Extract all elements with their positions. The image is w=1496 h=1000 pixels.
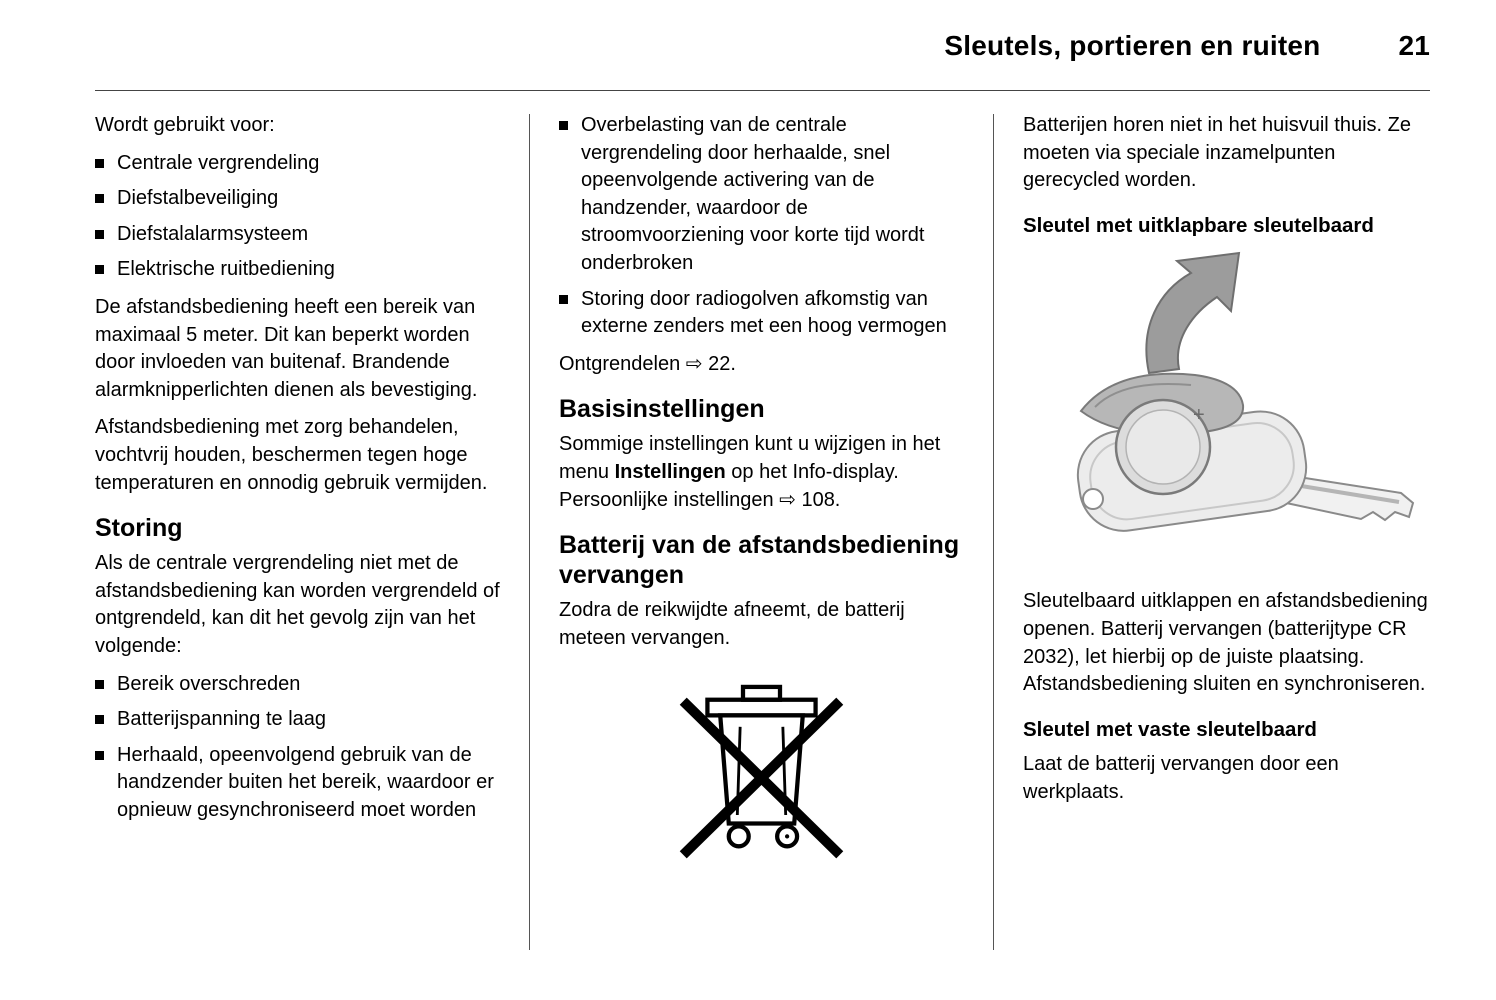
paragraph-fixed-key: Laat de batterij vervangen door een werkplaats. (1023, 753, 1339, 804)
list-item-text: Overbelasting van de centrale vergrendeling door herhaalde, snel opeenvolgende activering van de handzender, waardoor de stroomvoorziening voor korte tijd wordt onderbroken (581, 114, 925, 274)
list-item (95, 256, 500, 284)
column-middle (559, 112, 964, 950)
subheading-uitklapbare-sleutelbaard: Sleutel met uitklapbare sleutelbaard (1023, 213, 1374, 237)
bullet-square-icon (95, 715, 104, 724)
usage-list (95, 150, 500, 284)
fault-causes-list-continued (559, 112, 964, 341)
bullet-square-icon (95, 159, 104, 168)
weee-figure (559, 678, 964, 878)
column-divider (529, 114, 530, 950)
list-item-text: Centrale vergrendeling (117, 151, 320, 174)
list-item-text: Elektrische ruitbediening (117, 258, 335, 281)
text-segment: Sommige instellingen kunt u wijzigen in het menu (559, 433, 941, 483)
flip-key-illustration (1023, 249, 1423, 569)
bullet-square-icon (559, 121, 568, 130)
paragraph-basisinstellingen (559, 431, 964, 514)
cross-reference-ontgrendelen: Ontgrendelen ⇨ 22. (559, 352, 736, 375)
column-divider (993, 114, 994, 950)
list-item (95, 150, 500, 178)
subheading-vaste-sleutelbaard: Sleutel met vaste sleutelbaard (1023, 717, 1317, 741)
bullet-square-icon (95, 230, 104, 239)
paragraph-batterij: Zodra de reikwijdte afneemt, de batterij meteen vervangen. (559, 599, 905, 649)
battery-polarity-label: + (1193, 404, 1205, 427)
list-item (95, 742, 500, 825)
list-item-text: Herhaald, opeenvolgend gebruik van de handzender buiten het bereik, waardoor er opnieuw gesynchroniseerd moet worden (117, 743, 494, 821)
key-figure (1023, 249, 1428, 574)
list-item (95, 221, 500, 249)
list-item-text: Diefstalalarmsysteem (117, 222, 309, 245)
column-right (1023, 112, 1428, 950)
bullet-square-icon (95, 680, 104, 689)
paragraph-battery-disposal: Batterijen horen niet in het huisvuil thuis. Ze moeten via speciale inzamelpunten gerecycled worden. (1023, 114, 1411, 192)
bullet-square-icon (95, 194, 104, 203)
paragraph-range: De afstandsbediening heeft een bereik van maximaal 5 meter. Dit kan beperkt worden door invloeden van buitenaf. Brandende alarmknipperlichten dienen als bevestiging. (95, 295, 478, 401)
paragraph-care: Afstandsbediening met zorg behandelen, vochtvrij houden, beschermen tegen hoge temperaturen en onnodig gebruik vermijden. (95, 416, 488, 494)
bullet-square-icon (95, 751, 104, 760)
content-columns (95, 112, 1430, 950)
header-rule (95, 90, 1430, 91)
paragraph-fault-intro: Als de centrale vergrendeling niet met de afstandsbediening kan worden vergrendeld of ontgrendeld, kan dit het gevolg zijn van het volgende: (95, 552, 500, 657)
page-header (95, 30, 1430, 62)
list-item (559, 112, 964, 278)
menu-name-emphasis: Instellingen (614, 460, 726, 483)
page-number: 21 (1398, 30, 1430, 61)
fault-causes-list (95, 671, 500, 825)
crossed-out-bin-icon (669, 678, 854, 878)
list-item (95, 706, 500, 734)
section-heading-storing: Storing (95, 514, 183, 543)
intro-text: Wordt gebruikt voor: (95, 114, 275, 136)
list-item-text: Diefstalbeveiliging (117, 187, 279, 210)
list-item (95, 185, 500, 213)
section-heading-basisinstellingen: Basisinstellingen (559, 395, 765, 424)
list-item (95, 671, 500, 699)
bullet-square-icon (95, 265, 104, 274)
chapter-title: Sleutels, portieren en ruiten (944, 30, 1321, 61)
column-left (95, 112, 500, 950)
list-item (559, 286, 964, 341)
list-item-text: Bereik overschreden (117, 672, 301, 695)
text-segment: op het Info-display. Persoonlijke instellingen ⇨ 108. (559, 460, 899, 511)
paragraph-flip-key-instructions: Sleutelbaard uitklappen en afstandsbediening openen. Batterij vervangen (batterijtype CR 2032), let hierbij op de juiste plaatsing. Afstandsbediening sluiten en synchroniseren. (1023, 590, 1428, 696)
section-heading-batterij-vervangen: Batterij van de afstandsbediening vervangen (559, 531, 960, 590)
list-item-text: Batterijspanning te laag (117, 708, 327, 731)
list-item-text: Storing door radiogolven afkomstig van externe zenders met een hoog vermogen (581, 287, 947, 338)
bullet-square-icon (559, 295, 568, 304)
